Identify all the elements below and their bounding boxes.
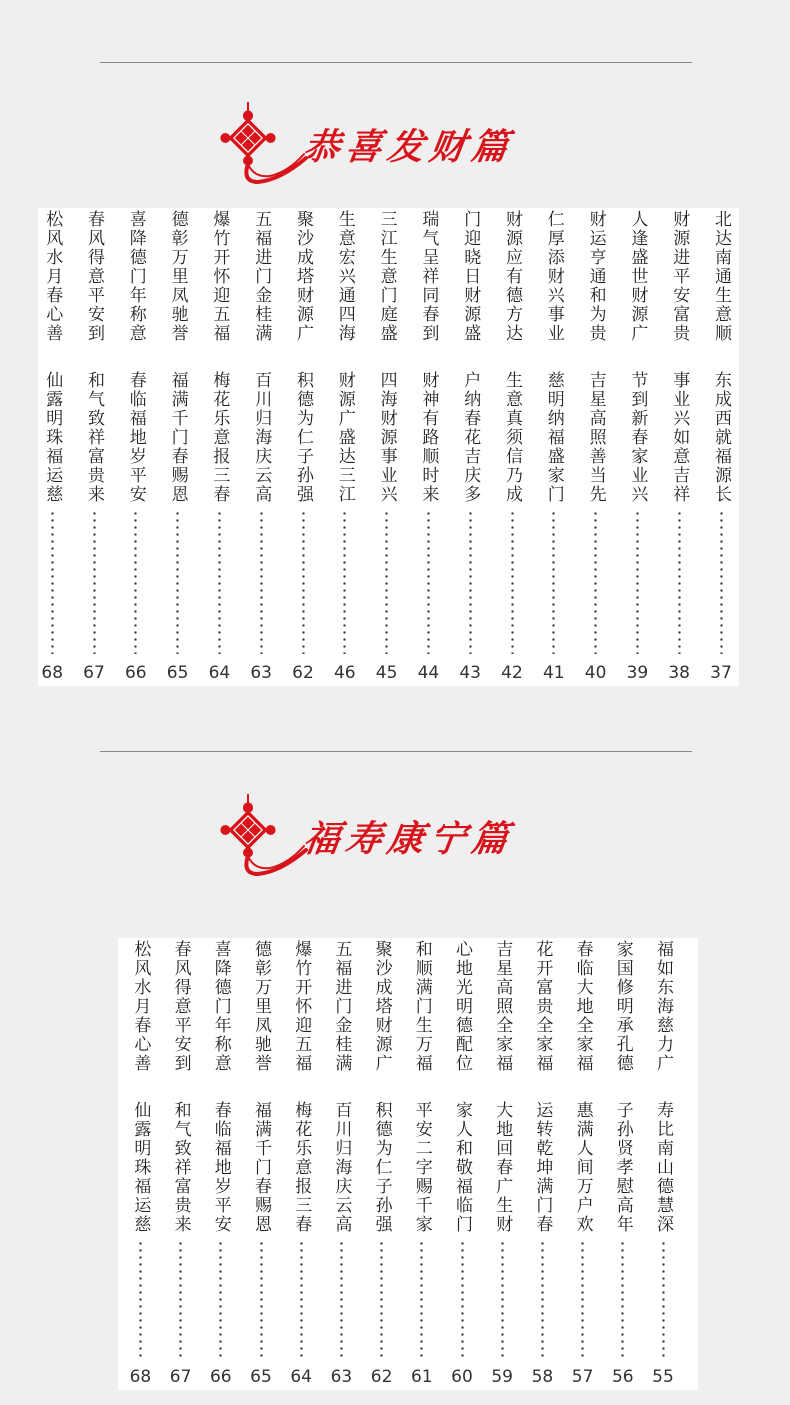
- couplet-line-upper: 吉星高照全家福: [492, 940, 513, 1073]
- dot-leader: [552, 510, 555, 654]
- couplet-line-upper: 松风水月春心善: [42, 210, 63, 343]
- couplet-line-upper: 人逢盛世财源广: [627, 210, 648, 343]
- dot-leader: [260, 1240, 263, 1358]
- page-number: 65: [250, 1367, 272, 1387]
- page-number: 63: [250, 663, 272, 683]
- section-heading: [218, 790, 517, 882]
- couplet-line-lower: 积德为仁子孙强: [293, 371, 313, 504]
- toc-entry[interactable]: [580, 208, 612, 686]
- dot-leader: [461, 1240, 464, 1358]
- chinese-knot-icon: [218, 98, 310, 190]
- couplet-line-upper: 财源进平安富贵: [669, 210, 690, 343]
- page-number: 44: [417, 663, 440, 683]
- couplet-line-upper: 仁厚添财兴事业: [543, 210, 564, 343]
- page-number: 67: [169, 1367, 192, 1387]
- page-number: 62: [370, 1367, 393, 1387]
- couplet-line-lower: 仙露明珠福运慈: [42, 371, 63, 504]
- toc-entry[interactable]: [567, 938, 599, 1390]
- couplet-line-lower: 百川归海庆云高: [251, 371, 272, 504]
- couplet-line-lower: 仙露明珠福运慈: [130, 1101, 151, 1234]
- dot-leader: [501, 1240, 504, 1358]
- couplet-line-upper: 财源应有德方达: [502, 210, 522, 343]
- toc-entry[interactable]: [663, 208, 695, 686]
- page-number: 37: [710, 663, 732, 683]
- page-number: 39: [626, 663, 649, 683]
- couplet-line-lower: 百川归海庆云高: [331, 1101, 352, 1234]
- toc-entry[interactable]: [203, 208, 235, 686]
- dot-leader: [636, 510, 639, 654]
- couplet-line-lower: 运转乾坤满门春: [532, 1101, 553, 1234]
- couplet-line-upper: 春风得意平安到: [84, 210, 104, 343]
- toc-entry[interactable]: [607, 938, 639, 1390]
- couplet-line-lower: 寿比南山德慧深: [653, 1101, 673, 1234]
- page-number: 60: [451, 1367, 473, 1387]
- toc-entry[interactable]: [36, 208, 68, 686]
- page-number: 55: [652, 1367, 674, 1387]
- section-divider: [100, 751, 692, 752]
- dot-leader: [427, 510, 430, 654]
- couplet-line-lower: 吉星高照善当先: [585, 371, 606, 504]
- couplet-line-upper: 喜降德门年称意: [125, 210, 146, 343]
- page-number: 64: [208, 663, 231, 683]
- couplet-line-upper: 福如东海慈力广: [653, 940, 673, 1073]
- couplet-line-upper: 聚沙成塔财源广: [293, 210, 313, 343]
- couplet-line-lower: 梅花乐意报三春: [209, 371, 230, 504]
- couplet-line-lower: 四海财源事业兴: [376, 371, 397, 504]
- couplet-line-upper: 花开富贵全家福: [532, 940, 553, 1073]
- toc-entry[interactable]: [538, 208, 570, 686]
- page-number: 68: [41, 663, 64, 683]
- couplet-line-lower: 生意真须信乃成: [502, 371, 522, 504]
- page-number: 56: [611, 1367, 634, 1387]
- dot-leader: [380, 1240, 383, 1358]
- couplet-line-upper: 春风得意平安到: [170, 940, 191, 1073]
- toc-entry[interactable]: [366, 938, 398, 1390]
- toc-entry[interactable]: [78, 208, 110, 686]
- dot-leader: [300, 1240, 303, 1358]
- page-number: 45: [375, 663, 398, 683]
- dot-leader: [302, 510, 305, 654]
- dot-leader: [51, 510, 54, 654]
- dot-leader: [176, 510, 179, 654]
- couplet-line-lower: 财神有路顺时来: [418, 371, 439, 504]
- couplet-line-upper: 松风水月春心善: [130, 940, 151, 1073]
- toc-entry[interactable]: [325, 938, 357, 1390]
- page-number: 43: [459, 663, 481, 683]
- couplet-line-lower: 节到新春家业兴: [627, 371, 648, 504]
- couplet-line-lower: 财源广盛达三江: [334, 371, 355, 504]
- toc-entry[interactable]: [454, 208, 486, 686]
- dot-leader: [343, 510, 346, 654]
- couplet-line-lower: 福满千门春赐恩: [251, 1101, 271, 1234]
- page-number: 64: [290, 1367, 312, 1387]
- couplet-line-upper: 德彰万里凤驰誉: [167, 210, 188, 343]
- section-divider: [100, 62, 692, 63]
- couplet-line-upper: 春临大地全家福: [572, 940, 593, 1073]
- couplet-line-upper: 瑞气呈祥同春到: [418, 210, 439, 343]
- toc-entry[interactable]: [165, 938, 197, 1390]
- couplet-line-lower: 福满千门春赐恩: [167, 371, 188, 504]
- couplet-line-lower: 春临福地岁平安: [210, 1101, 231, 1234]
- couplet-line-lower: 事业兴如意吉祥: [669, 371, 690, 504]
- page-number: 57: [571, 1367, 594, 1387]
- couplet-line-upper: 五福进门金桂满: [331, 940, 352, 1073]
- dot-leader: [720, 510, 723, 654]
- couplet-line-upper: 三江生意门庭盛: [376, 210, 397, 343]
- dot-leader: [511, 510, 514, 654]
- couplet-line-lower: 和气致祥富贵来: [84, 371, 104, 504]
- dot-leader: [219, 1240, 222, 1358]
- section-title: 恭喜发财篇: [300, 125, 517, 168]
- couplet-line-upper: 爆竹开怀迎五福: [209, 210, 230, 343]
- dot-leader: [469, 510, 472, 654]
- toc-entry[interactable]: [647, 938, 679, 1390]
- page-number: 67: [83, 663, 105, 683]
- page-number: 58: [531, 1367, 554, 1387]
- toc-entry[interactable]: [287, 208, 319, 686]
- page-number: 41: [542, 663, 565, 683]
- dot-leader: [134, 510, 137, 654]
- couplet-line-upper: 家国修明承孔德: [612, 940, 633, 1073]
- couplet-line-lower: 东成西就福源长: [711, 371, 731, 504]
- toc-entry[interactable]: [621, 208, 653, 686]
- couplet-line-upper: 聚沙成塔财源广: [371, 940, 392, 1073]
- chinese-knot-icon: [218, 790, 310, 882]
- toc-panel: [118, 938, 698, 1390]
- page-number: 65: [166, 663, 189, 683]
- couplet-line-upper: 五福进门金桂满: [251, 210, 272, 343]
- couplet-line-lower: 家人和敬福临门: [452, 1101, 472, 1234]
- couplet-line-upper: 德彰万里凤驰誉: [251, 940, 271, 1073]
- page-number: 40: [584, 663, 607, 683]
- section-heading: [218, 98, 517, 190]
- toc-entry[interactable]: [412, 208, 444, 686]
- page-number: 66: [209, 1367, 232, 1387]
- toc-entry[interactable]: [245, 938, 277, 1390]
- couplet-line-lower: 梅花乐意报三春: [291, 1101, 312, 1234]
- couplet-line-lower: 户纳春花吉庆多: [460, 371, 481, 504]
- dot-leader: [662, 1240, 665, 1358]
- dot-leader: [218, 510, 221, 654]
- couplet-line-lower: 平安二字赐千家: [411, 1101, 432, 1234]
- dot-leader: [93, 510, 96, 654]
- toc-panel: [38, 208, 739, 686]
- toc-entry[interactable]: [705, 208, 737, 686]
- toc-entry[interactable]: [329, 208, 361, 686]
- dot-leader: [594, 510, 597, 654]
- couplet-line-lower: 春临福地岁平安: [125, 371, 146, 504]
- toc-entry[interactable]: [162, 208, 194, 686]
- toc-entry[interactable]: [285, 938, 317, 1390]
- couplet-line-upper: 心地光明德配位: [452, 940, 472, 1073]
- dot-leader: [385, 510, 388, 654]
- toc-entry[interactable]: [124, 938, 156, 1390]
- page-number: 42: [501, 663, 523, 683]
- toc-entry[interactable]: [496, 208, 528, 686]
- couplet-line-upper: 生意宏兴通四海: [334, 210, 355, 343]
- toc-entry[interactable]: [406, 938, 438, 1390]
- toc-entry[interactable]: [205, 938, 237, 1390]
- couplet-line-lower: 积德为仁子孙强: [371, 1101, 392, 1234]
- couplet-line-upper: 喜降德门年称意: [210, 940, 231, 1073]
- page-number: 59: [491, 1367, 513, 1387]
- couplet-line-upper: 北达南通生意顺: [711, 210, 731, 343]
- couplet-line-upper: 财运亨通和为贵: [585, 210, 606, 343]
- page-number: 61: [410, 1367, 433, 1387]
- dot-leader: [621, 1240, 624, 1358]
- dot-leader: [678, 510, 681, 654]
- dot-leader: [139, 1240, 142, 1358]
- page-number: 62: [292, 663, 314, 683]
- page-number: 63: [330, 1367, 353, 1387]
- dot-leader: [340, 1240, 343, 1358]
- couplet-line-upper: 门迎晓日财源盛: [460, 210, 481, 343]
- dot-leader: [260, 510, 263, 654]
- dot-leader: [420, 1240, 423, 1358]
- couplet-line-lower: 和气致祥富贵来: [170, 1101, 191, 1234]
- toc-entry[interactable]: [371, 208, 403, 686]
- couplet-line-upper: 和顺满门生万福: [411, 940, 432, 1073]
- dot-leader: [179, 1240, 182, 1358]
- toc-entry[interactable]: [120, 208, 152, 686]
- toc-entry[interactable]: [245, 208, 277, 686]
- toc-entry[interactable]: [526, 938, 558, 1390]
- couplet-line-lower: 惠满人间万户欢: [572, 1101, 593, 1234]
- couplet-line-lower: 大地回春广生财: [492, 1101, 513, 1234]
- page-number: 38: [668, 663, 690, 683]
- dot-leader: [541, 1240, 544, 1358]
- toc-entry[interactable]: [486, 938, 518, 1390]
- page-number: 66: [124, 663, 147, 683]
- section-title: 福寿康宁篇: [300, 817, 517, 860]
- couplet-line-lower: 慈明纳福盛家门: [543, 371, 564, 504]
- dot-leader: [581, 1240, 584, 1358]
- couplet-line-upper: 爆竹开怀迎五福: [291, 940, 312, 1073]
- page-number: 46: [333, 663, 356, 683]
- page-number: 68: [129, 1367, 152, 1387]
- toc-entry[interactable]: [446, 938, 478, 1390]
- couplet-line-lower: 子孙贤孝慰高年: [612, 1101, 633, 1234]
